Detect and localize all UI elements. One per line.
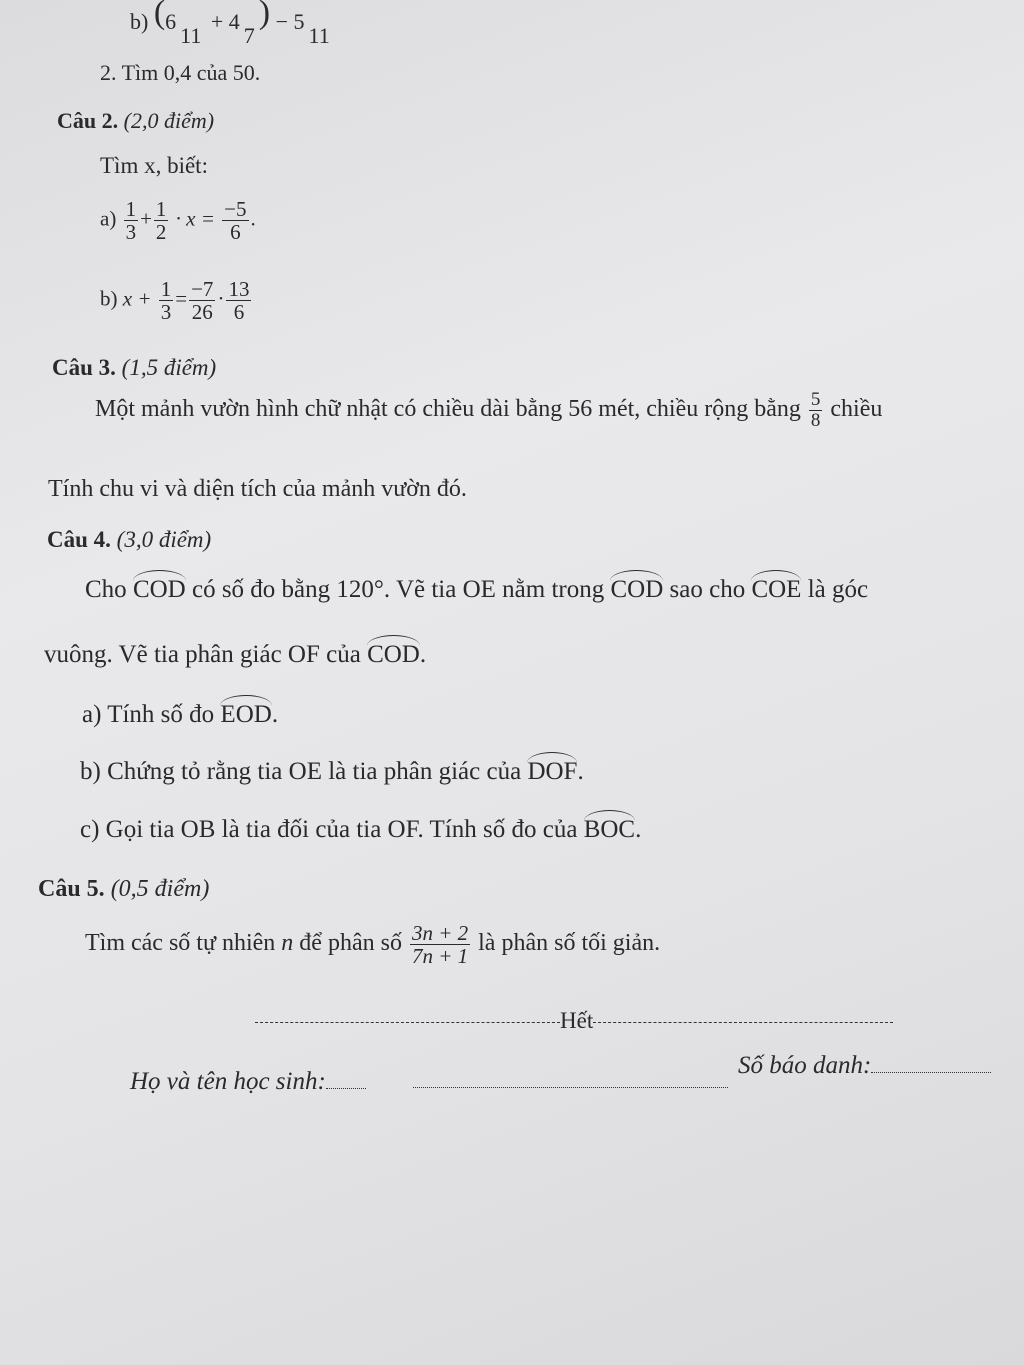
cau2-intro: Tìm x, biết: — [100, 153, 208, 178]
cau5-line: Tìm các số tự nhiên n để phân số $\frac{3n + 2}{7n + 1}$ là phân số tối giản. — [85, 921, 661, 969]
cau2-a: a) $\frac{1}{3}$ + $\frac{1}{2}$ · x = $\frac{-5}{6}$ . — [100, 197, 256, 245]
student-name-field: Họ và tên học sinh: — [130, 1068, 366, 1096]
cau4-a: a) Tính số đo EOD. — [82, 695, 278, 729]
cau4-line1: Cho COD có số đo bằng 120°. Vẽ tia OE nằm trong COD sao cho COE là góc — [85, 570, 868, 604]
cau4-c: c) Gọi tia OB là tia đối của tia OF. Tính số đo của BOC. — [80, 810, 641, 844]
cau3-line2: Tính chu vi và diện tích của mảnh vườn đó. — [48, 476, 467, 502]
question-1-item-2: 2. Tìm 0,4 của 50. — [100, 60, 261, 85]
cau5-heading: Câu 5. (0,5 điểm) — [38, 876, 210, 902]
item-label: b) — [130, 9, 149, 34]
question-1b-partial: b) (6 11 + 4 7 ) − 5 11 — [130, 0, 330, 48]
end-marker: Hết — [255, 1008, 893, 1034]
cau3-heading: Câu 3. (1,5 điểm) — [52, 355, 217, 380]
candidate-number-field: Số báo danh: — [738, 1052, 991, 1080]
cau2-b: b) x + $\frac{1}{3}$ = $\frac{-7}{26}$ · $\frac{13}{6}$ — [100, 277, 250, 325]
cau2-heading: Câu 2. (2,0 điểm) — [57, 108, 215, 133]
cau4-heading: Câu 4. (3,0 điểm) — [47, 527, 212, 552]
student-name-line — [413, 1075, 728, 1093]
cau4-line2: vuông. Vẽ tia phân giác OF của COD. — [44, 635, 426, 669]
cau3-line1: Một mảnh vườn hình chữ nhật có chiều dài bằng 56 mét, chiều rộng bằng $\frac{5}{8}$ chiều — [95, 389, 883, 431]
cau4-b: b) Chứng tỏ rằng tia OE là tia phân giác của DOF. — [80, 752, 584, 786]
